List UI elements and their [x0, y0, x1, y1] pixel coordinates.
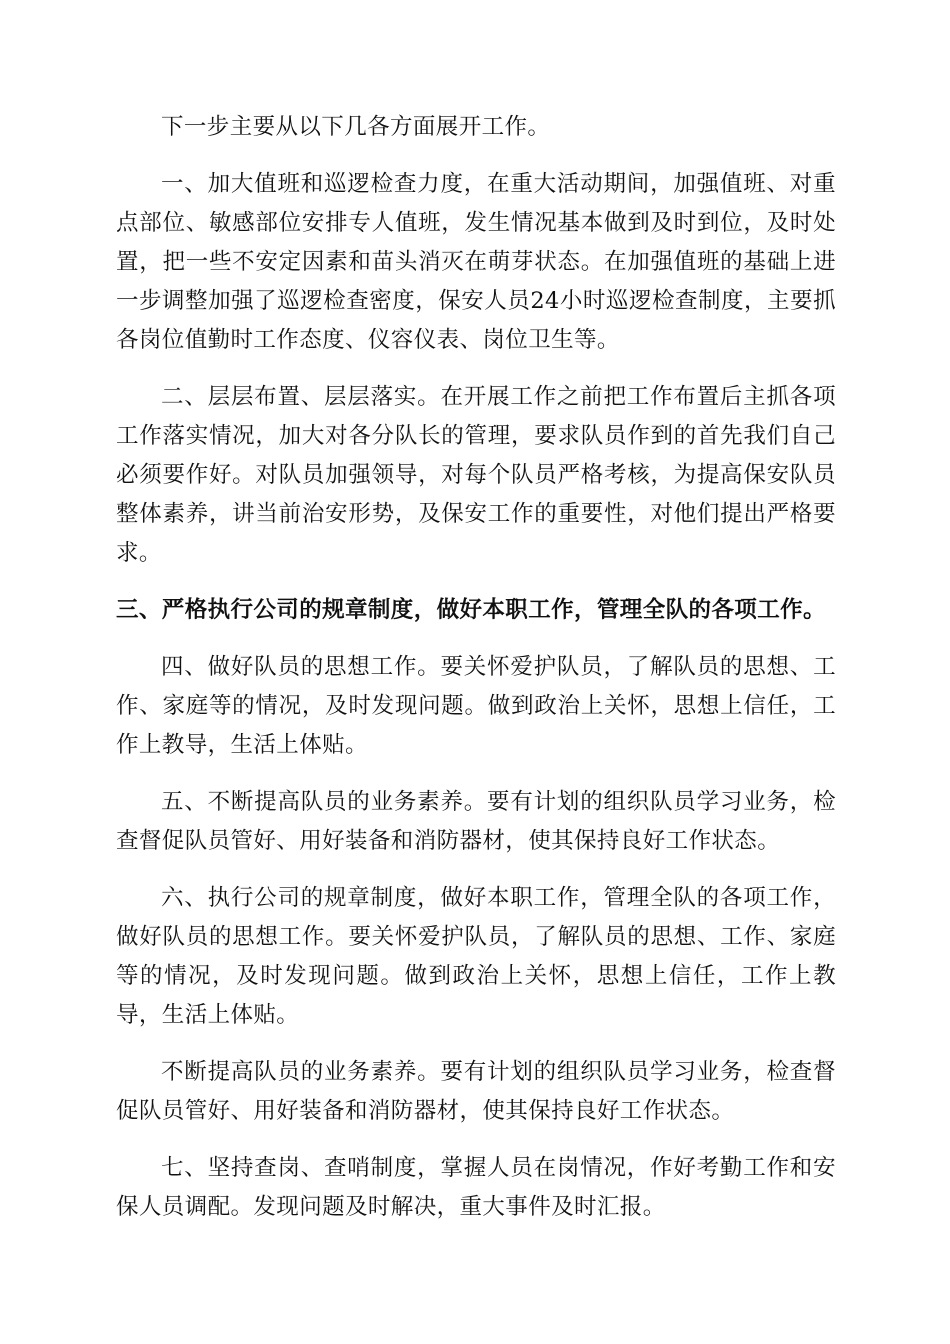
paragraph-item-5: 五、不断提高队员的业务素养。要有计划的组织队员学习业务，检查督促队员管好、用好装备和消防器材，使其保持良好工作状态。 — [116, 789, 836, 854]
document-body — [116, 108, 836, 1245]
paragraph-item-6: 六、执行公司的规章制度，做好本职工作，管理全队的各项工作，做好队员的思想工作。要关怀爱护队员，了解队员的思想、工作、家庭等的情况，及时发现问题。做到政治上关怀，思想上信任，工作上教导，生活上体贴。 — [116, 885, 836, 1028]
paragraph-item-2: 二、层层布置、层层落实。在开展工作之前把工作布置后主抓各项工作落实情况，加大对各分队长的管理，要求队员作到的首先我们自己必须要作好。对队员加强领导，对每个队员严格考核，为提高保安队员整体素养，讲当前治安形势，及保安工作的重要性，对他们提出严格要求。 — [116, 384, 836, 566]
paragraph-item-7: 七、坚持查岗、查哨制度，掌握人员在岗情况，作好考勤工作和安保人员调配。发现问题及时解决，重大事件及时汇报。 — [116, 1155, 836, 1220]
paragraph-item-3-heading: 三、严格执行公司的规章制度，做好本职工作，管理全队的各项工作。 — [116, 597, 826, 623]
paragraph-item-1: 一、加大值班和巡逻检查力度，在重大活动期间，加强值班、对重点部位、敏感部位安排专人值班，发生情况基本做到及时到位，及时处置，把一些不安定因素和苗头消灭在萌芽状态。在加强值班的基础上进一步调整加强了巡逻检查密度，保安人员24小时巡逻检查制度，主要抓各岗位值勤时工作态度、仪容仪表、岗位卫生等。 — [116, 171, 836, 353]
paragraph-continuation: 不断提高队员的业务素养。要有计划的组织队员学习业务，检查督促队员管好、用好装备和消防器材，使其保持良好工作状态。 — [116, 1059, 836, 1124]
paragraph-intro: 下一步主要从以下几各方面展开工作。 — [161, 114, 551, 140]
paragraph-item-4: 四、做好队员的思想工作。要关怀爱护队员，了解队员的思想、工作、家庭等的情况，及时发现问题。做到政治上关怀，思想上信任，工作上教导，生活上体贴。 — [116, 654, 836, 758]
